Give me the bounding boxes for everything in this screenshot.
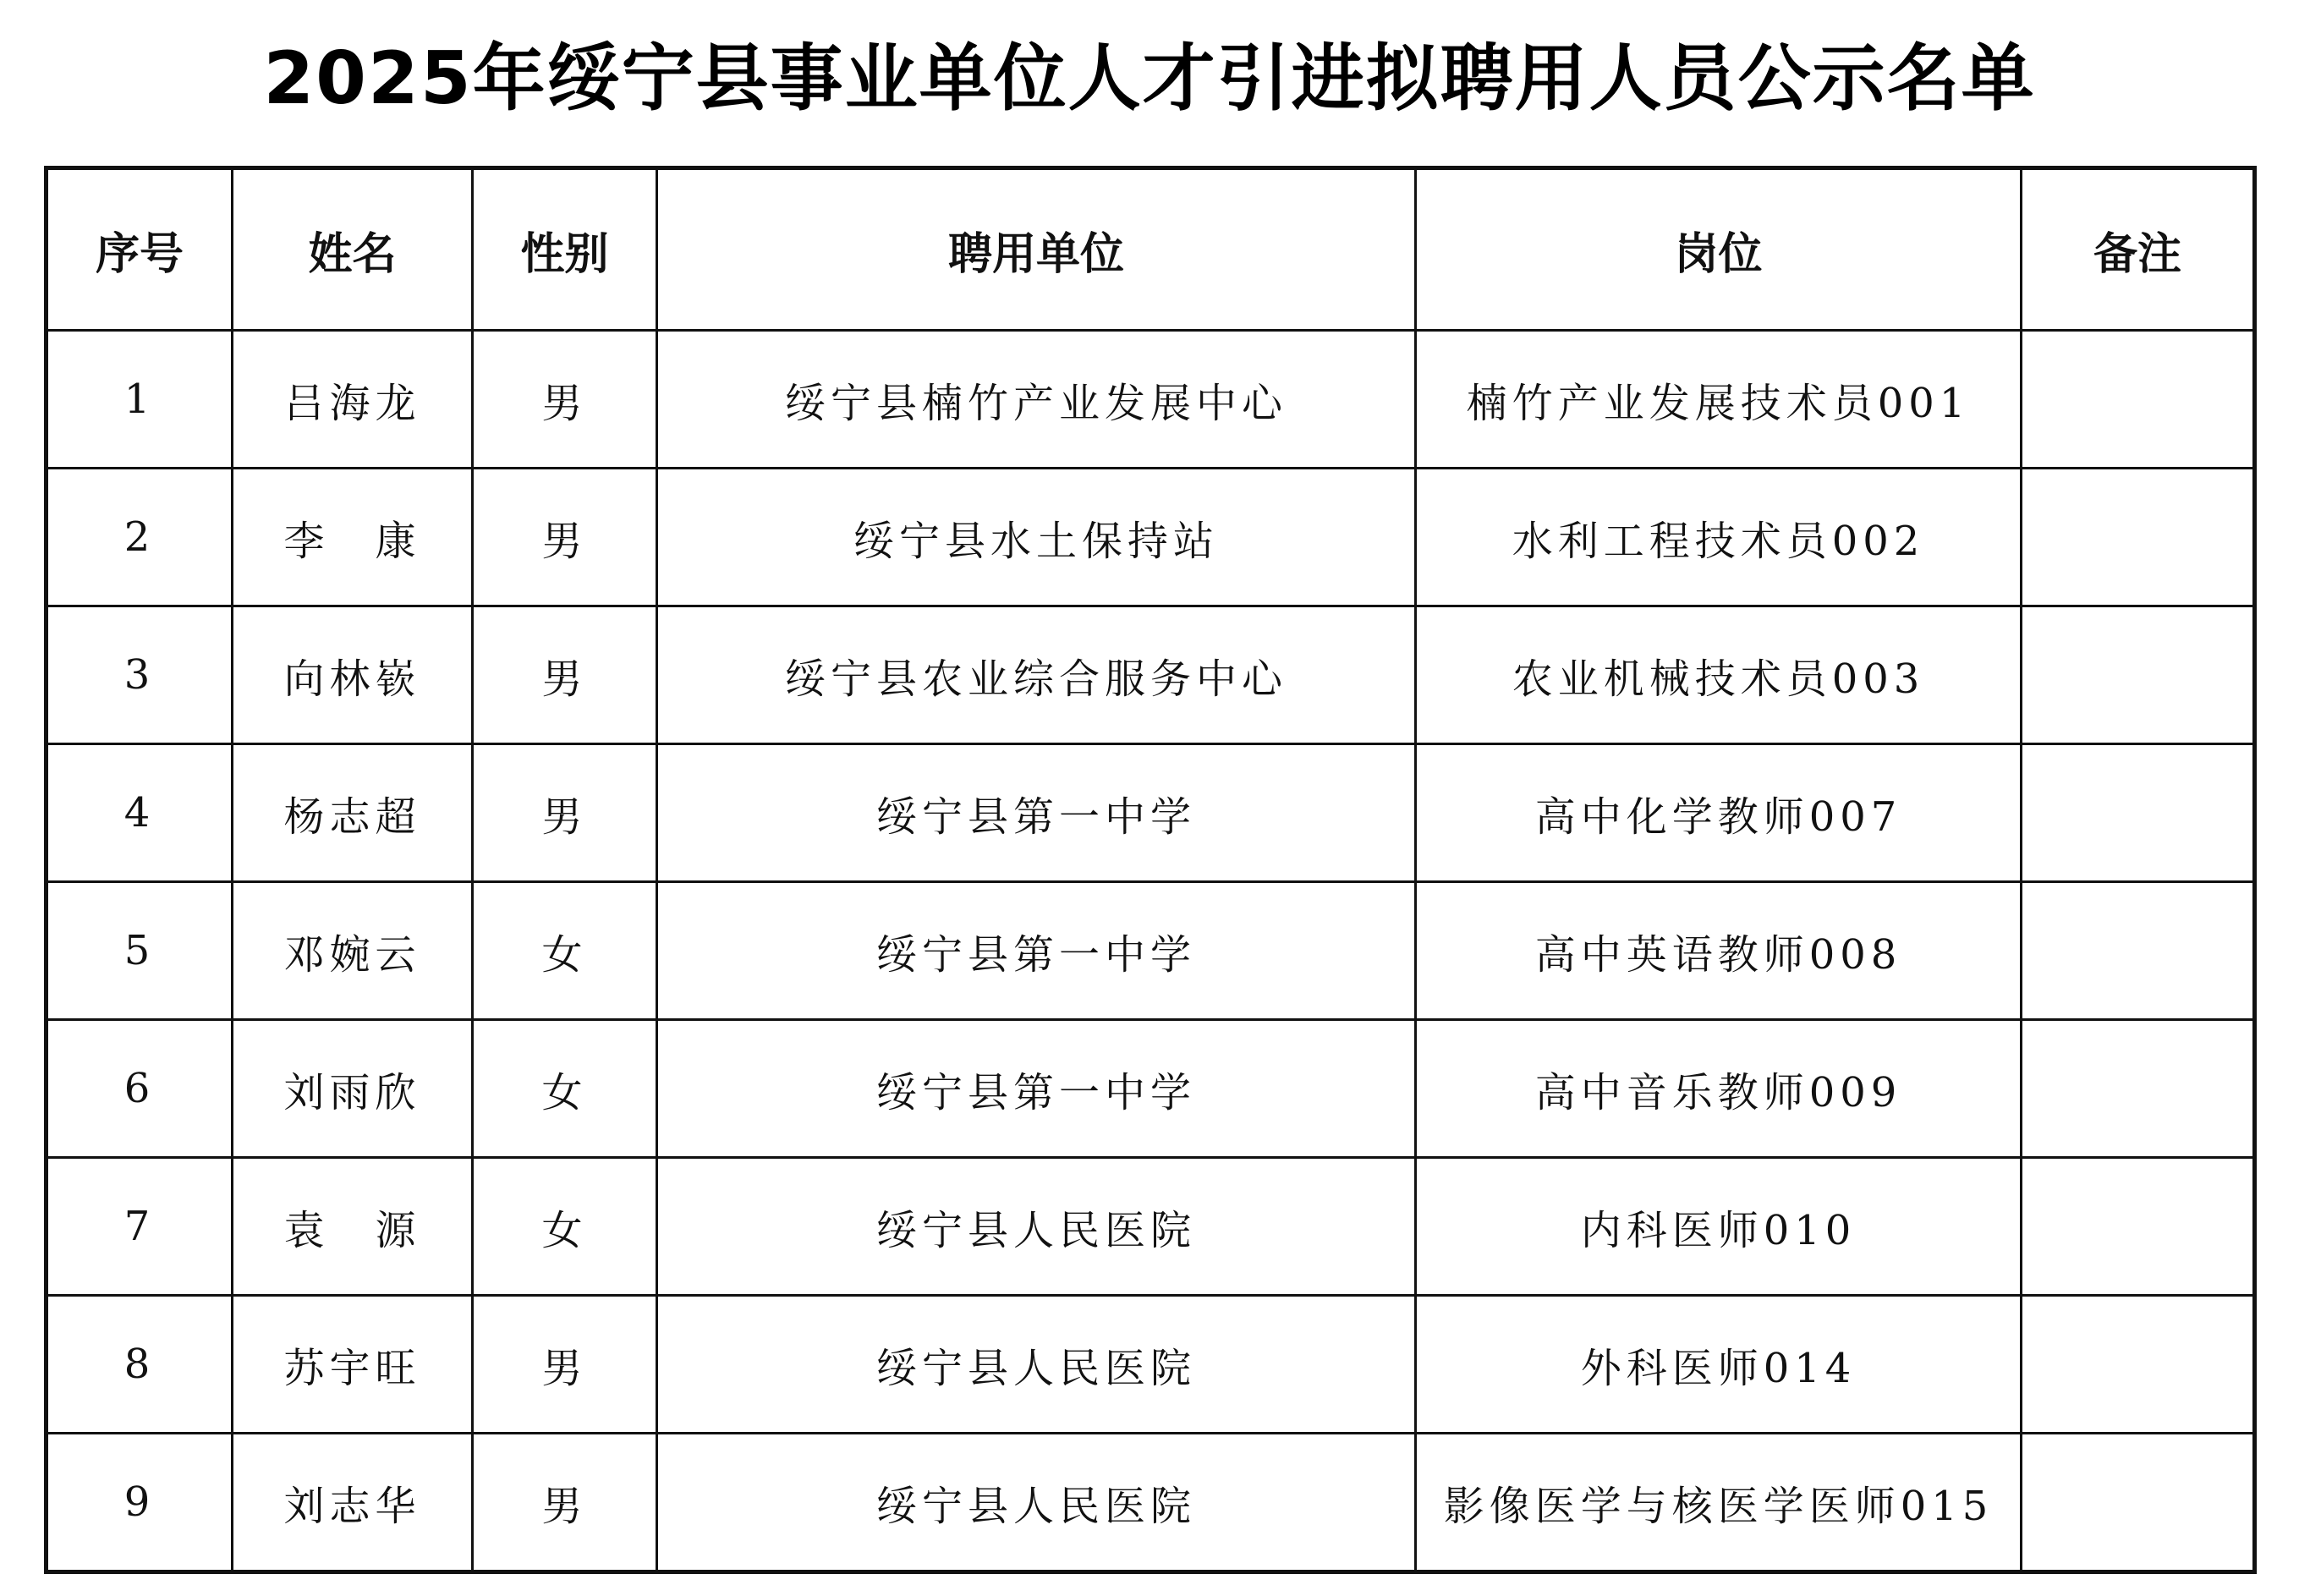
row-position: 高中化学教师007 — [1416, 744, 2022, 882]
row-unit: 绥宁县第一中学 — [657, 744, 1416, 882]
table-row — [47, 606, 2255, 744]
row-position: 农业机械技术员003 — [1416, 606, 2022, 744]
header-name: 姓名 — [233, 168, 473, 331]
row-remark — [2022, 1020, 2255, 1158]
row-index: 2 — [47, 469, 233, 606]
row-remark — [2022, 882, 2255, 1020]
row-name: 刘志华 — [233, 1434, 473, 1572]
row-index: 3 — [47, 606, 233, 744]
row-gender: 男 — [473, 331, 657, 469]
row-remark — [2022, 1434, 2255, 1572]
row-index: 9 — [47, 1434, 233, 1572]
row-name: 吕海龙 — [233, 331, 473, 469]
table-row — [47, 1020, 2255, 1158]
row-unit: 绥宁县水土保持站 — [657, 469, 1416, 606]
header-index: 序号 — [47, 168, 233, 331]
row-index: 7 — [47, 1158, 233, 1296]
row-name: 李 康 — [233, 469, 473, 606]
row-name: 袁 源 — [233, 1158, 473, 1296]
row-remark — [2022, 469, 2255, 606]
table-row — [47, 1158, 2255, 1296]
row-index: 1 — [47, 331, 233, 469]
row-remark — [2022, 1158, 2255, 1296]
row-remark — [2022, 1296, 2255, 1434]
header-unit: 聘用单位 — [657, 168, 1416, 331]
table-row — [47, 1296, 2255, 1434]
header-remark: 备注 — [2022, 168, 2255, 331]
row-name: 向林嵚 — [233, 606, 473, 744]
row-gender: 男 — [473, 1434, 657, 1572]
table-row — [47, 331, 2255, 469]
header-position: 岗位 — [1416, 168, 2022, 331]
row-position: 影像医学与核医学医师015 — [1416, 1434, 2022, 1572]
table-header-row — [47, 168, 2255, 331]
row-name: 邓婉云 — [233, 882, 473, 1020]
row-remark — [2022, 331, 2255, 469]
row-position: 高中英语教师008 — [1416, 882, 2022, 1020]
row-gender: 男 — [473, 606, 657, 744]
row-unit: 绥宁县第一中学 — [657, 882, 1416, 1020]
table-row — [47, 744, 2255, 882]
row-gender: 女 — [473, 882, 657, 1020]
row-gender: 男 — [473, 744, 657, 882]
row-unit: 绥宁县农业综合服务中心 — [657, 606, 1416, 744]
row-index: 6 — [47, 1020, 233, 1158]
row-name: 苏宇旺 — [233, 1296, 473, 1434]
row-unit: 绥宁县人民医院 — [657, 1158, 1416, 1296]
row-name: 刘雨欣 — [233, 1020, 473, 1158]
row-gender: 男 — [473, 1296, 657, 1434]
personnel-table — [44, 166, 2257, 1574]
row-unit: 绥宁县第一中学 — [657, 1020, 1416, 1158]
row-remark — [2022, 606, 2255, 744]
row-gender: 女 — [473, 1020, 657, 1158]
row-gender: 女 — [473, 1158, 657, 1296]
row-index: 4 — [47, 744, 233, 882]
row-index: 8 — [47, 1296, 233, 1434]
row-position: 高中音乐教师009 — [1416, 1020, 2022, 1158]
table-row — [47, 882, 2255, 1020]
table-row — [47, 1434, 2255, 1572]
row-position: 外科医师014 — [1416, 1296, 2022, 1434]
row-position: 楠竹产业发展技术员001 — [1416, 331, 2022, 469]
row-unit: 绥宁县人民医院 — [657, 1434, 1416, 1572]
row-name: 杨志超 — [233, 744, 473, 882]
row-index: 5 — [47, 882, 233, 1020]
row-remark — [2022, 744, 2255, 882]
row-position: 内科医师010 — [1416, 1158, 2022, 1296]
document-title: 2025年绥宁县事业单位人才引进拟聘用人员公示名单 — [263, 36, 2036, 121]
row-position: 水利工程技术员002 — [1416, 469, 2022, 606]
row-gender: 男 — [473, 469, 657, 606]
header-gender: 性别 — [473, 168, 657, 331]
table-row — [47, 469, 2255, 606]
row-unit: 绥宁县人民医院 — [657, 1296, 1416, 1434]
row-unit: 绥宁县楠竹产业发展中心 — [657, 331, 1416, 469]
